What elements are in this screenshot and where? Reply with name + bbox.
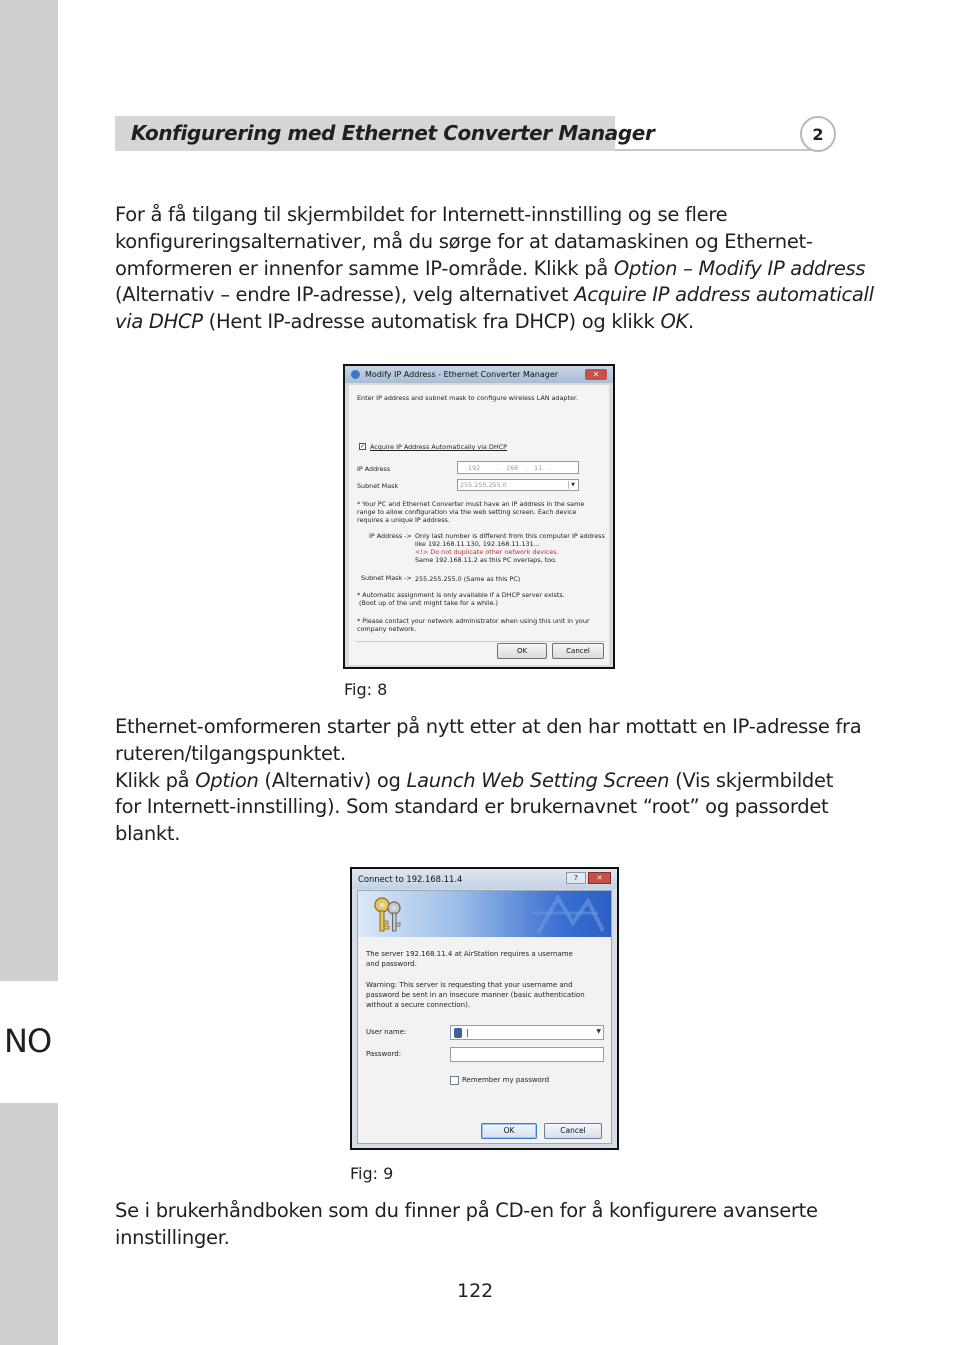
side-strip-bottom <box>0 1103 58 1345</box>
dhcp-checkbox-label: Acquire IP Address Automatically via DHCP <box>370 443 507 451</box>
warning-text: password be sent in an insecure manner (basic authentication <box>366 991 585 999</box>
dialog-body <box>349 385 609 665</box>
app-icon <box>351 370 360 379</box>
remember-password-label: Remember my password <box>462 1076 550 1084</box>
text-line: blankt. <box>115 822 181 846</box>
header-rule <box>615 149 820 151</box>
server-text: and password. <box>366 960 417 968</box>
warning-text: without a secure connection). <box>366 1001 471 1009</box>
dialog-title: Connect to 192.168.11.4 <box>358 874 463 884</box>
side-strip-top <box>0 0 58 981</box>
text-line: For å få tilgang til skjermbildet for Internett-innstilling og se flere <box>115 203 728 226</box>
text-line: Se i brukerhåndboken som du finner på CD-en for å konfigurere avanserte <box>115 1199 818 1222</box>
ip-hint-warning: <!> Do not duplicate other network devices. <box>415 548 559 556</box>
text-line: Klikk på Option (Alternativ) og Launch Web Setting Screen (Vis skjermbildet <box>115 768 834 792</box>
chevron-down-icon: ▼ <box>568 481 577 489</box>
mask-hint-label: Subnet Mask -> <box>361 574 412 582</box>
close-icon[interactable]: ✕ <box>585 369 607 380</box>
note-line: (Boot up of the unit might take for a while.) <box>359 599 499 607</box>
ip-hint-line: Same 192.168.11.2 as this PC overlaps, too. <box>415 556 557 564</box>
ip-address-field[interactable]: 192 . 168 . 11 . <box>457 461 579 474</box>
text-line: (Alternativ – endre IP-adresse), velg alternativet Acquire IP address automaticall <box>115 283 874 307</box>
cancel-button[interactable]: Cancel <box>552 643 604 659</box>
cancel-button[interactable]: Cancel <box>544 1123 602 1139</box>
restart-paragraph <box>115 714 862 848</box>
user-icon <box>454 1028 462 1038</box>
note-line: * Please contact your network administrator when using this unit in your <box>357 617 590 625</box>
text-line: via DHCP (Hent IP-adresse automatisk fra DHCP) og klikk OK. <box>115 310 694 334</box>
password-label: Password: <box>366 1050 402 1058</box>
page-number: 122 <box>457 1280 494 1302</box>
section-title: Konfigurering med Ethernet Converter Manager <box>131 121 655 145</box>
note-line: range to allow configuration via the web setting screen. Each device <box>357 508 577 516</box>
password-field[interactable] <box>450 1047 604 1062</box>
modify-ip-dialog-screenshot <box>343 364 615 669</box>
ip-hint-line: Only last number is different from this computer IP address <box>415 532 605 540</box>
mask-hint-value: 255.255.255.0 (Same as this PC) <box>415 575 521 583</box>
dhcp-checkbox[interactable]: ✓ <box>360 443 366 450</box>
chevron-down-icon[interactable]: ▼ <box>596 1028 601 1035</box>
keys-icon <box>370 895 406 935</box>
dialog-body <box>357 890 612 1144</box>
server-text: The server 192.168.11.4 at AirStation requires a username <box>366 950 573 958</box>
language-tab: NO <box>4 1022 52 1060</box>
ip-hint-label: IP Address -> <box>369 532 412 540</box>
ip-address-label: IP Address <box>357 465 391 473</box>
dialog-banner <box>358 891 611 937</box>
subnet-mask-select[interactable]: 255.255.255.0 ▼ <box>457 479 579 491</box>
divider <box>355 641 605 642</box>
network-graphic-icon <box>528 893 608 937</box>
chapter-badge: 2 <box>800 116 836 152</box>
subnet-mask-label: Subnet Mask <box>357 482 399 490</box>
login-dialog-screenshot <box>350 867 619 1150</box>
warning-text: Warning: This server is requesting that your username and <box>366 981 573 989</box>
help-icon[interactable]: ? <box>566 872 586 884</box>
dialog-titlebar <box>345 366 613 383</box>
text-line: innstillinger. <box>115 1225 230 1249</box>
text-line: Ethernet-omformeren starter på nytt etter at den har mottatt en IP-adresse fra <box>115 715 862 738</box>
text-line: konfigureringsalternativer, må du sørge for at datamaskinen og Ethernet- <box>115 229 813 253</box>
ip-hint-line: like 192.168.11.130, 192.168.11.131... <box>415 540 540 548</box>
note-line: * Automatic assignment is only available if a DHCP server exists. <box>357 591 565 599</box>
close-icon[interactable]: ✕ <box>588 872 611 884</box>
note-line: * Your PC and Ethernet Converter must have an IP address in the same <box>357 500 585 508</box>
figure-caption: Fig: 8 <box>344 680 388 699</box>
ok-button[interactable]: OK <box>497 643 547 659</box>
remember-password-checkbox[interactable] <box>450 1076 459 1085</box>
dialog-title: Modify IP Address - Ethernet Converter Manager <box>365 370 559 379</box>
closing-paragraph <box>115 1198 850 1252</box>
text-line: for Internett-innstilling). Som standard er brukernavnet “root” og passordet <box>115 795 829 819</box>
text-line: ruteren/tilgangspunktet. <box>115 741 346 765</box>
intro-paragraph <box>115 202 874 336</box>
instruction-text: Enter IP address and subnet mask to configure wireless LAN adapter. <box>357 394 578 402</box>
figure-caption: Fig: 9 <box>350 1164 394 1183</box>
note-line: requires a unique IP address. <box>357 516 450 524</box>
username-field[interactable]: | ▼ <box>450 1025 604 1040</box>
note-line: company network. <box>357 625 417 633</box>
dialog-titlebar <box>352 869 617 889</box>
ok-button[interactable]: OK <box>481 1123 537 1139</box>
text-line: omformeren er innenfor samme IP-område. Klikk på Option – Modify IP address <box>115 256 866 280</box>
username-label: User name: <box>366 1028 407 1036</box>
